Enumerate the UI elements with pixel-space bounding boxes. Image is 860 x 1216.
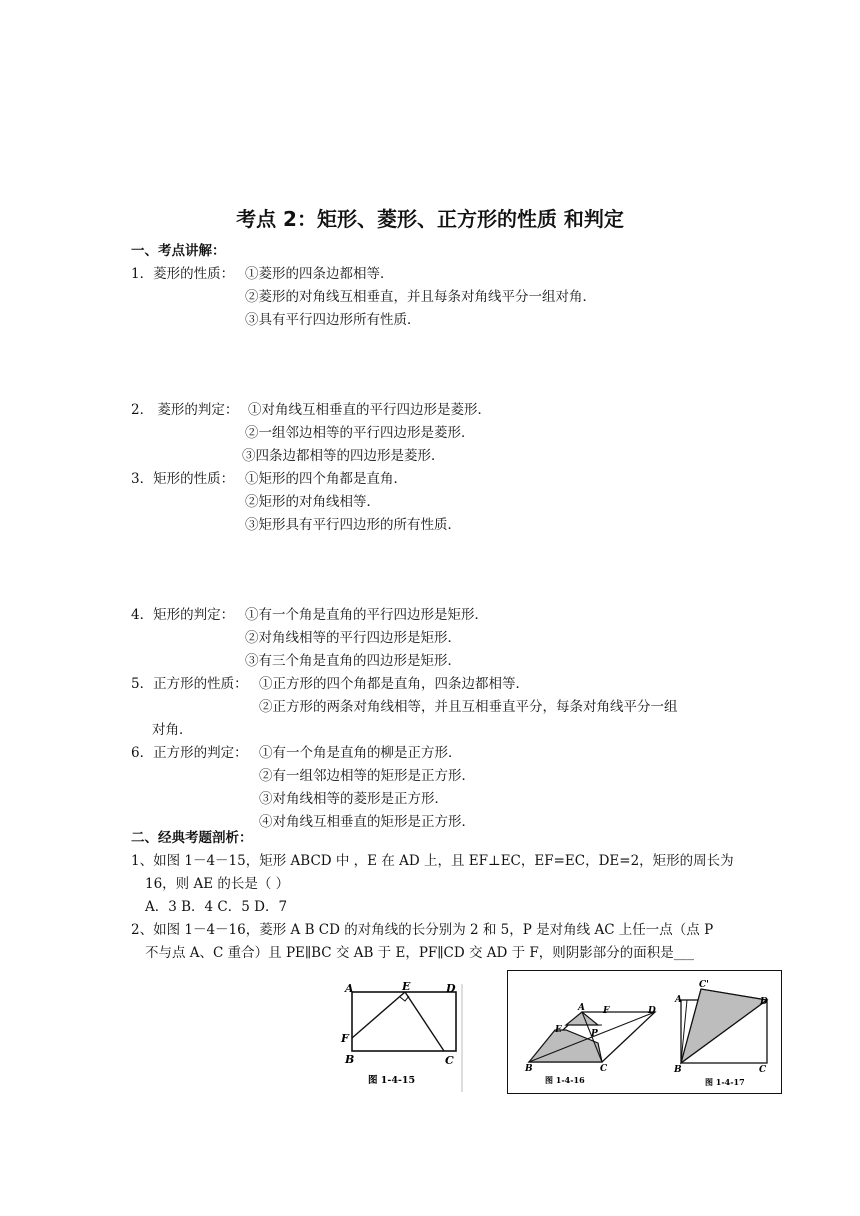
fig16-label-E: E <box>555 1025 562 1035</box>
item-2-line-2: ②一组邻边相等的平行四边形是菱形． <box>245 425 475 441</box>
fig17-caption: 图 1-4-17 <box>705 1077 745 1087</box>
fig15-label-A: A <box>345 982 354 995</box>
item-1-label: 1．菱形的性质： <box>131 266 235 282</box>
fig15-label-F: F <box>341 1032 349 1045</box>
item-1-line-1: ①菱形的四条边都相等． <box>245 266 394 282</box>
q1-line-1: 1、如图 1－4－15，矩形 ABCD 中 ，E 在 AD 上，且 EF⊥EC，EF=EC，DE=2，矩形的周长为 <box>131 853 734 869</box>
item-2-label: 2． 菱形的判定： <box>131 402 239 418</box>
item-3-line-3: ③矩形具有平行四边形的所有性质． <box>245 517 461 533</box>
item-4-line-1: ①有一个角是直角的平行四边形是矩形． <box>245 607 488 623</box>
item-5-line-3: 对角． <box>152 722 193 738</box>
item-6-line-4: ④对角线互相垂直的矩形是正方形． <box>259 814 475 830</box>
fig16-label-B: B <box>525 1064 533 1074</box>
item-5-line-1: ①正方形的四个角都是直角，四条边都相等． <box>259 676 529 692</box>
fig15-caption: 图 1-4-15 <box>368 1075 416 1086</box>
item-6-line-3: ③对角线相等的菱形是正方形． <box>259 791 448 807</box>
item-3-line-1: ①矩形的四个角都是直角． <box>245 471 407 487</box>
item-6-line-1: ①有一个角是直角的柳是正方形． <box>259 745 462 761</box>
fig17-label-A: A <box>675 995 682 1005</box>
fig17-label-B: B <box>674 1065 682 1075</box>
fig15-label-B: B <box>345 1053 355 1066</box>
item-1-line-2: ②菱形的对角线互相垂直，并且每条对角线平分一组对角． <box>245 289 596 305</box>
item-6-line-2: ②有一组邻边相等的矩形是正方形． <box>259 768 475 784</box>
item-5-label: 5．正方形的性质： <box>131 676 248 692</box>
fig16-label-D: D <box>648 1006 656 1016</box>
item-6-label: 6．正方形的判定： <box>131 745 248 761</box>
fig16-label-A: A <box>578 1003 585 1013</box>
section-heading-2: 二、经典考题剖析： <box>131 830 253 846</box>
item-4-label: 4．矩形的判定： <box>131 607 235 623</box>
page-title: 考点 2：矩形、菱形、正方形的性质 和判定 <box>236 207 624 231</box>
fig16-label-F: F <box>603 1006 610 1016</box>
section-heading-1: 一、考点讲解： <box>131 243 226 259</box>
q2-line-2: 不与点 A、C 重合）且 PE∥BC 交 AB 于 E，PF∥CD 交 AD 于 F，则阴影部分的面积是___ <box>145 945 695 961</box>
fig15-label-D: D <box>446 982 456 995</box>
item-4-line-2: ②对角线相等的平行四边形是矩形． <box>245 630 461 646</box>
fig17-label-D: D <box>760 997 768 1007</box>
figure-1-4-15 <box>336 980 466 1096</box>
fig15-label-C: C <box>445 1054 454 1067</box>
fig16-caption: 图 1-4-16 <box>545 1075 585 1085</box>
q1-line-2: 16，则 AE 的长是（ ） <box>145 876 290 892</box>
fig17-label-Cprime: C' <box>699 980 709 990</box>
item-3-line-2: ②矩形的对角线相等． <box>245 494 380 510</box>
item-2-line-1: ①对角线互相垂直的平行四边形是菱形． <box>248 402 491 418</box>
q2-line-1: 2、如图 1－4－16，菱形 A B CD 的对角线的长分别为 2 和 5，P 是对角线 AC 上任一点（点 P <box>131 922 714 938</box>
item-2-line-3: ③四条边都相等的四边形是菱形． <box>242 448 445 464</box>
fig16-label-C: C <box>600 1064 608 1074</box>
item-4-line-3: ③有三个角是直角的四边形是矩形． <box>245 653 461 669</box>
item-1-line-3: ③具有平行四边形所有性质． <box>245 312 421 328</box>
item-3-label: 3．矩形的性质： <box>131 471 235 487</box>
item-5-line-2: ②正方形的两条对角线相等，并且互相垂直平分，每条对角线平分一组 <box>259 699 678 715</box>
figure-1-4-16-17 <box>507 970 782 1094</box>
q1-options: A．3 B．4 C．5 D．7 <box>145 899 288 915</box>
fig16-label-P: P <box>591 1029 598 1039</box>
fig15-label-E: E <box>402 980 411 993</box>
fig17-label-C: C <box>759 1065 767 1075</box>
